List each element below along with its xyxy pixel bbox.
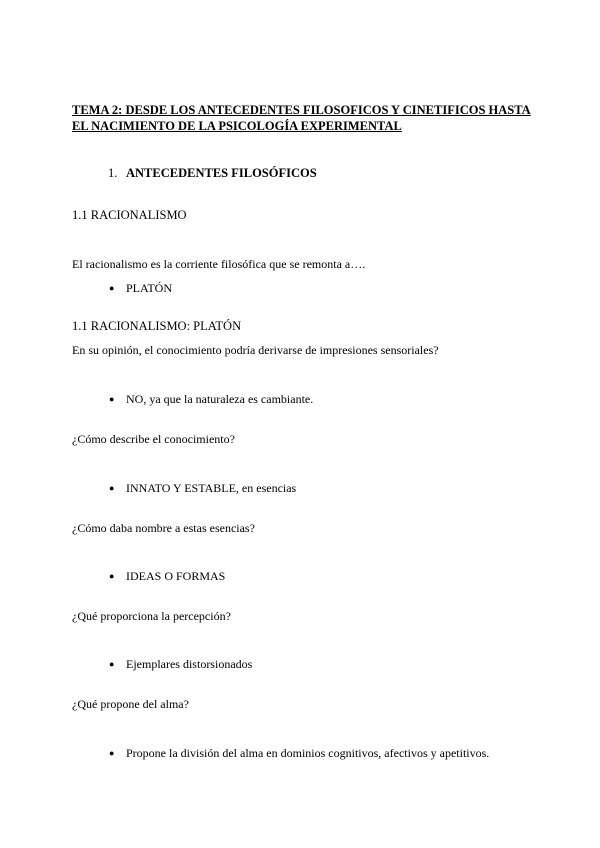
bullet-text: PLATÓN	[126, 281, 173, 295]
section-racionalismo: 1.1 RACIONALISMO	[72, 208, 187, 222]
bullet-text: IDEAS O FORMAS	[126, 569, 226, 583]
bullet-text: Propone la división del alma en dominios cognitivos, afectivos y apetitivos.	[126, 746, 490, 760]
bullet-icon: ●	[109, 394, 115, 404]
bullet-icon: ●	[109, 483, 115, 493]
answer-5	[109, 746, 489, 761]
answer-3	[109, 569, 225, 584]
bullet-icon: ●	[109, 283, 115, 293]
bullet-text: NO, ya que la naturaleza es cambiante.	[126, 392, 314, 406]
question-1: En su opinión, el conocimiento podría derivarse de impresiones sensoriales?	[72, 343, 439, 357]
question-4: ¿Qué proporciona la percepción?	[72, 609, 231, 623]
answer-2	[109, 481, 296, 496]
question-5: ¿Qué propone del alma?	[72, 697, 189, 711]
bullet-icon: ●	[109, 659, 115, 669]
intro-paragraph: El racionalismo es la corriente filosófica que se remonta a….	[72, 257, 366, 271]
document-title	[72, 102, 531, 134]
section-racionalismo-platon: 1.1 RACIONALISMO: PLATÓN	[72, 319, 242, 333]
title-line-2: EL NACIMIENTO DE LA PSICOLOGÍA EXPERIMENTAL	[72, 119, 402, 133]
bullet-icon: ●	[109, 571, 115, 581]
question-2: ¿Cómo describe el conocimiento?	[72, 432, 235, 446]
heading-antecedentes	[108, 166, 317, 181]
heading-number: 1.	[108, 166, 118, 180]
bullet-icon: ●	[109, 748, 115, 758]
bullet-platon	[109, 281, 172, 296]
heading-text: ANTECEDENTES FILOSÓFICOS	[126, 166, 317, 180]
answer-1	[109, 392, 313, 407]
question-3: ¿Cómo daba nombre a estas esencias?	[72, 521, 255, 535]
bullet-text: Ejemplares distorsionados	[126, 657, 253, 671]
answer-4	[109, 657, 252, 672]
title-line-1: TEMA 2: DESDE LOS ANTECEDENTES FILOSOFICOS Y CINETIFICOS HASTA	[72, 103, 531, 117]
bullet-text: INNATO Y ESTABLE, en esencias	[126, 481, 297, 495]
